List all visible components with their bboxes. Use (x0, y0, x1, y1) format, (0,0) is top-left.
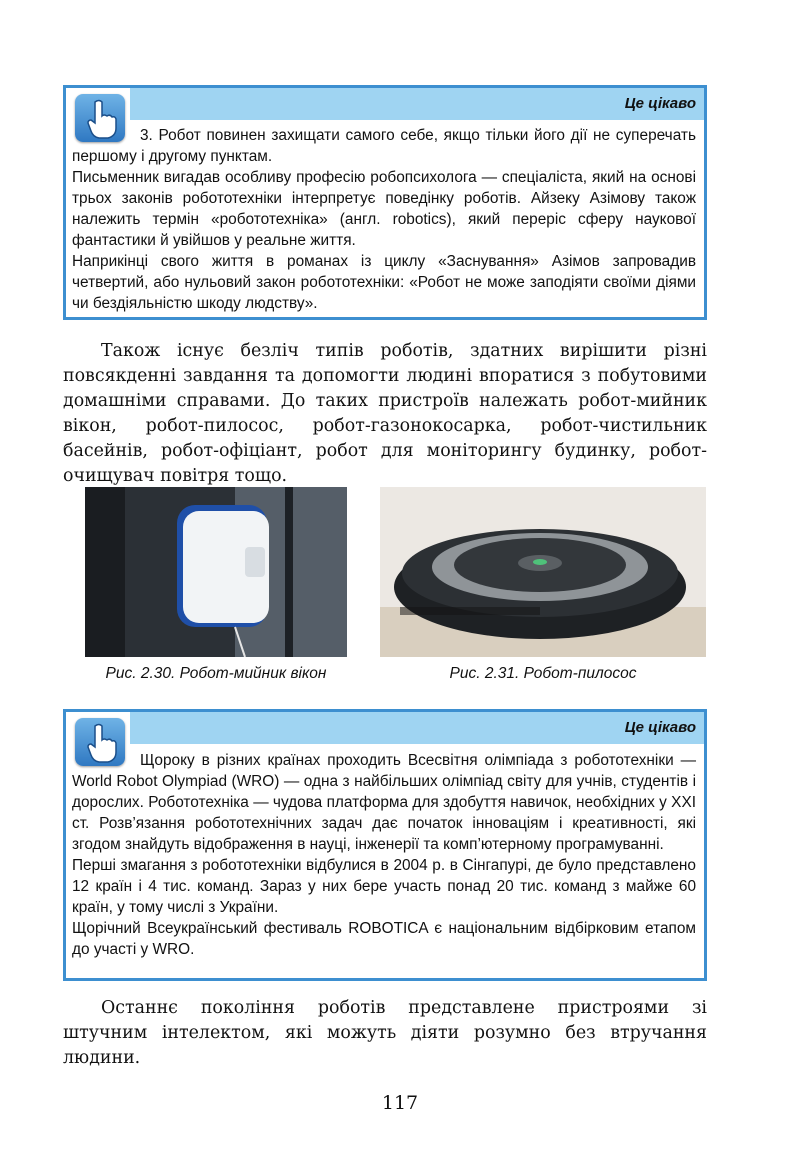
info-paragraph: Письменник вигадав особливу професію робопсихолога — спеціаліста, який на основі трьох законів робототехніки інтерпретує поведінку роботів. Айзеку Азімову також належить термін «робототехніка» (англ. robotics), який переріс сферу наукової фантастики й увійшов у реальне життя. (72, 169, 696, 249)
info-box-text (72, 125, 696, 314)
figure-caption-1: Рис. 2.30. Робот-мийник вікон (105, 665, 327, 682)
info-paragraph: Щороку в різних країнах проходить Всесвітня олімпіада з робототехніки — World Robot Olympiad (WRO) — одна з найбільших олімпіад світу для учнів, студентів і дорослих. Робототехніка — чудова платформа для здобуття навичок, необхідних у ХХІ ст. Розв’язання робототехнічних задач дає початок інноваціям і креативності, які згодом знайдуть відображення в науці, інженерії та комп’ютерному програмуванні. (72, 752, 696, 853)
info-box-1 (63, 85, 707, 320)
info-box-heading: Це цікаво (130, 88, 704, 120)
figure-caption-2: Рис. 2.31. Робот-пилосос (449, 665, 637, 682)
info-box-heading: Це цікаво (130, 712, 704, 744)
info-paragraph: Перші змагання з робототехніки відбулися в 2004 р. в Сінгапурі, де було представлено 12 країн і 4 тис. команд. Зараз у них бере участь понад 20 тис. команд з майже 60 країн, у тому числі з України. (72, 857, 696, 916)
info-paragraph: 3. Робот повинен захищати самого себе, якщо тільки його дії не суперечать першому і другому пунктам. (72, 127, 696, 165)
info-paragraph: Щорічний Всеукраїнський фестиваль ROBOTICA є національним відбірковим етапом до участі у WRO. (72, 920, 696, 958)
page-number: 117 (381, 1092, 419, 1114)
window-cleaning-robot-photo (85, 487, 347, 657)
info-paragraph: Наприкінці свого життя в романах із циклу «Заснування» Азімов запровадив четвертий, або нульовий закон робототехніки: «Робот не може заподіяти своїми діями чи бездіяльністю шкоду людству». (72, 253, 696, 312)
robot-vacuum-photo (380, 487, 706, 657)
body-paragraph-2: Останнє покоління роботів представлене пристроями зі штучним інтелектом, які можуть діяти розумно без втручання людини. (63, 998, 707, 1068)
info-box-text (72, 750, 696, 960)
info-box-2 (63, 709, 707, 981)
body-paragraph-1: Також існує безліч типів роботів, здатних вирішити різні повсякденні завдання та допомогти людині впоратися з побутовими домашніми справами. До таких пристроїв належать робот-мийник вікон, робот-пилосос, робот-газонокосарка, робот-чистильник басейнів, робот-офіціант, робот для моніторингу будинку, робот-очищувач повітря тощо. (63, 341, 707, 486)
